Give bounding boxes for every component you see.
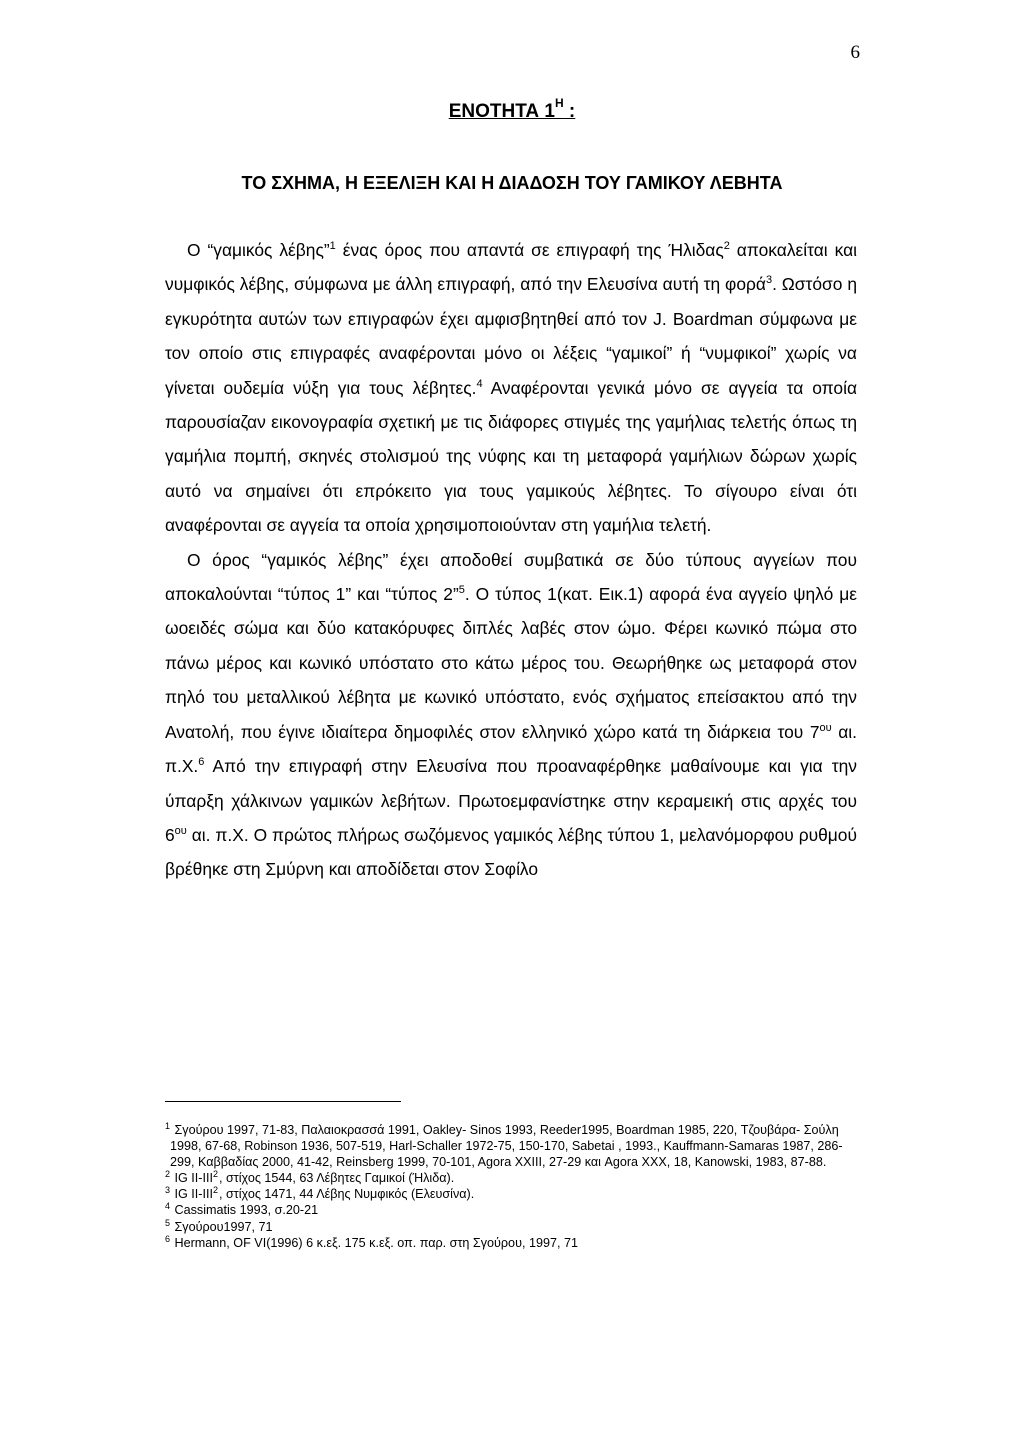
footnote-1: $^1$ Σγούρου 1997, 71-83, Παλαιοκρασσά 1991, Oakley- Sinos 1993, Reeder1995, Boardman 1985, 220, Τζουβάρα- Σούλη 1998, 67-68, Robinson 1936, 507-519, Harl-Schaller 1972-75, 150-170, Sabetai , 1993., Kauffmann-Samaras 1987, 286-299, Καββαδίας 2000, 41-42, Reinsberg 1999, 70-101, Agora XXIII, 27-29 και Agora XXX, 18, Kanowski, 1983, 87-88. (165, 1121, 843, 1170)
page-title: ΤΟ ΣΧΗΜΑ, Η ΕΞΕΛΙΞΗ ΚΑΙ Η ΔΙΑΔΟΣΗ ΤΟΥ ΓΑΜΙΚΟΥ ΛΕΒΗΤΑ (241, 173, 783, 193)
paragraph-1: Ο “γαμικός λέβης”$^1$ ένας όρος που απαντά σε επιγραφή της Ήλιδας$^2$ αποκαλείται και νυμφικός λέβης, σύμφωνα με άλλη επιγραφή, από την Ελευσίνα αυτή τη φορά$^3$. Ωστόσο η εγκυρότητα αυτών των επιγραφών έχει αμφισβητηθεί από τον J. Boardman σύμφωνα με τον οποίο στις επιγραφές αναφέρονται μόνο οι λέξεις “γαμικοί” ή “νυμφικοί” χωρίς να γίνεται ουδεμία νύξη για τους λέβητες.$^4$ Αναφέρονται γενικά μόνο σε αγγεία τα οποία παρουσίαζαν εικονογραφία σχετική με τις διάφορες στιγμές της γαμήλιας τελετής όπως τη γαμήλια πομπή, σκηνές στολισμού της νύφης και τη μεταφορά γαμήλιων δώρων χωρίς αυτό να σημαίνει ότι επρόκειτο για τους γαμικούς λέβητες. Το σίγουρο είναι ότι αναφέρονται σε αγγεία τα οποία χρησιμοποιούνταν στη γαμήλια τελετή. (165, 240, 858, 536)
footnote-separator (165, 1101, 401, 1102)
page-number: 6 (850, 42, 860, 63)
footnote-ref: 6 (198, 756, 205, 769)
footnote-ref: 3 (765, 274, 773, 287)
ordinal-superscript: ου (819, 721, 832, 734)
footnote-3: $^3$ IG II-III$^2$, στίχος 1471, 44 Λέβης Νυμφικός (Ελευσίνα). (165, 1185, 475, 1202)
footnote-ref: 5 (458, 584, 465, 597)
footnote-ref: 4 (476, 377, 483, 390)
section-superscript: Η (554, 96, 564, 110)
body-text (165, 233, 857, 887)
section-heading (0, 96, 1024, 123)
footnote-4: $^4$ Cassimatis 1993, σ.20-21 (165, 1201, 319, 1218)
ordinal-superscript: ου (174, 824, 187, 837)
footnote-ref: 2 (723, 240, 730, 252)
footnote-6: $^6$ Hermann, OF VI(1996) 6 κ.εξ. 175 κ.εξ. οπ. παρ. στη Σγούρου, 1997, 71 (165, 1233, 578, 1250)
paragraph-2: Ο όρος “γαμικός λέβης” έχει αποδοθεί συμβατικά σε δύο τύπους αγγείων που αποκαλούνται “τύπος 1” και “τύπος 2”$^5$. Ο τύπος 1(κατ. Εικ.1) αφορά ένα αγγείο ψηλό με ωοειδές σώμα και δύο κατακόρυφες διπλές λαβές στον ώμο. Φέρει κωνικό πώμα στο πάνω μέρος και κωνικό υπόστατο στο κάτω μέρος του. Θεωρήθηκε ως μεταφορά στον πηλό του μεταλλικού λέβητα με κωνικό υπόστατο, ενός σχήματος επείσακτου από την Ανατολή, που έγινε ιδιαίτερα δημοφιλές στον ελληνικό χώρο κατά τη διάρκεια του $7^{o\upsilon}$ αι. π.Χ.$^6$ Από την επιγραφή στην Ελευσίνα που προαναφέρθηκε μαθαίνουμε και για την ύπαρξη χάλκινων γαμικών λεβήτων. Πρωτοεμφανίστηκε στην κεραμεική στις αρχές του $6^{o\upsilon}$ αι. π.Χ. Ο πρώτος πλήρως σωζόμενος γαμικός λέβης τύπου 1, μελανόμορφου ρυθμού βρέθηκε στη Σμύρνη και αποδίδεται στον Σοφίλο (165, 549, 857, 880)
section-label: ΕΝΟΤΗΤΑ $1^H$ : (448, 96, 576, 122)
footnote-5: $^5$ Σγούρου1997, 71 (165, 1217, 273, 1234)
footnotes (165, 1122, 857, 1251)
footnote-ref: 1 (329, 240, 336, 252)
footnote-2: $^2$ IG II-III$^2$, στίχος 1544, 63 Λέβητες Γαμικοί (Ήλιδα). (165, 1169, 455, 1186)
